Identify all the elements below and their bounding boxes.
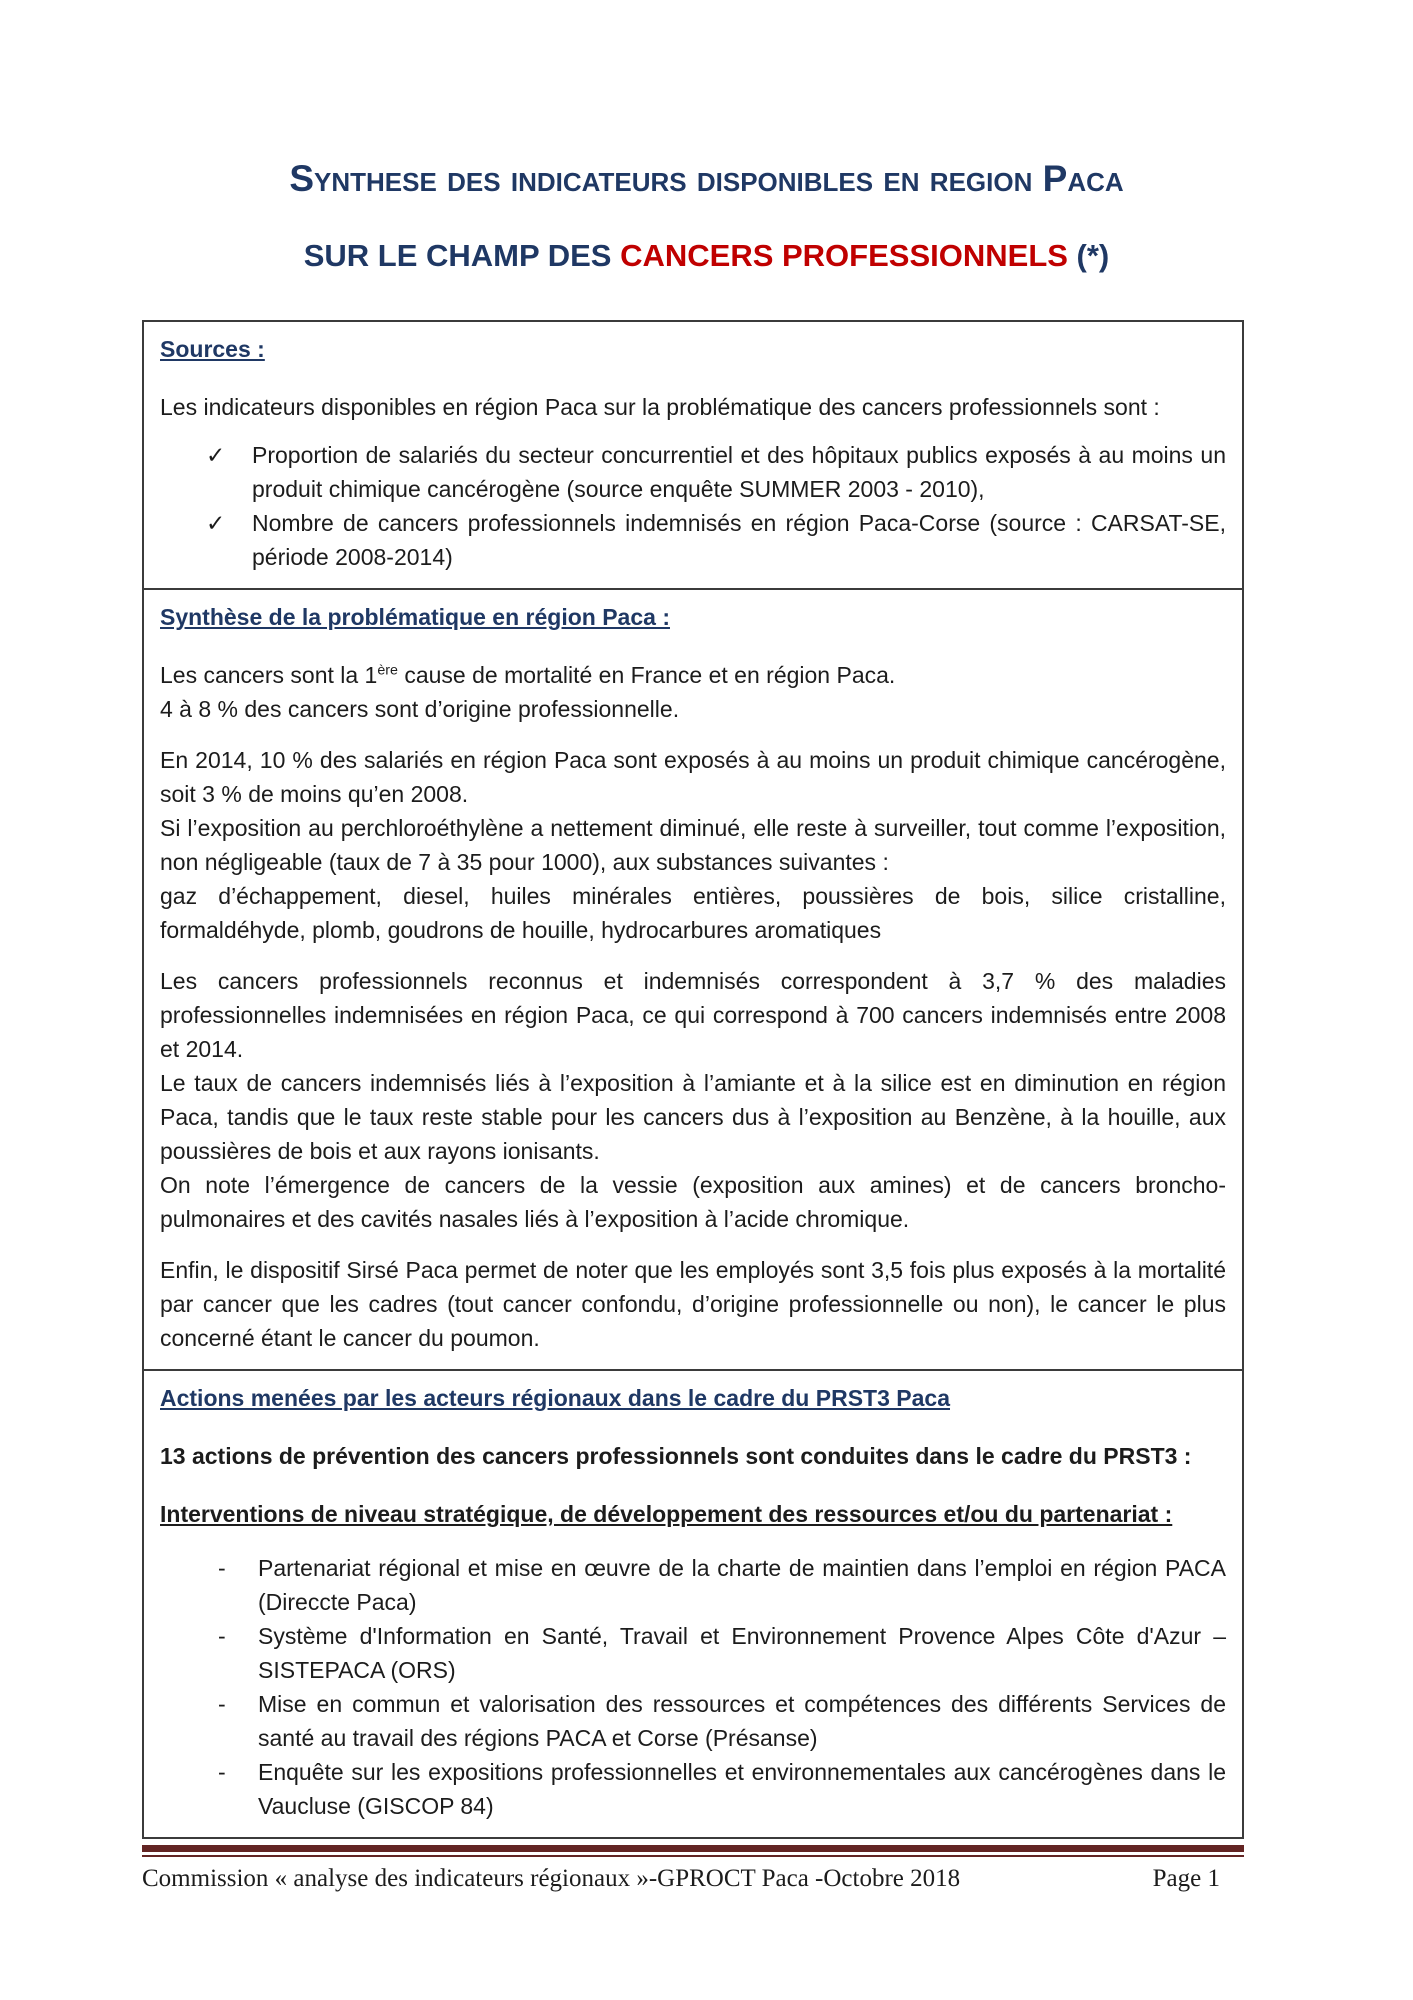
exposure-para: En 2014, 10 % des salariés en région Paca sont exposés à au moins un produit chimique cancérogène, soit 3 % de moins qu’en 2008. [160, 747, 1226, 807]
check-bullet-icon: ✓ [206, 510, 226, 536]
dash-item-text: Partenariat régional et mise en œuvre de la charte de maintien dans l’emploi en région PACA (Direccte Paca) [258, 1555, 1226, 1615]
dash-bullet: - [218, 1759, 226, 1785]
interventions-subheading: Interventions de niveau stratégique, de développement des ressources et/ou du partenariat : [160, 1501, 1173, 1527]
page-footer [142, 1845, 1244, 1893]
sirse-para: Enfin, le dispositif Sirsé Paca permet de noter que les employés sont 3,5 fois plus exposés à la mortalité par cancer que les cadres (tout cancer confondu, d’origine professionnelle ou non), le cancer le plus concerné étant le cancer du poumon. [160, 1257, 1226, 1351]
mortality-post: cause de mortalité en France et en région Paca. [397, 662, 896, 688]
compensation-para: Les cancers professionnels reconnus et indemnisés correspondent à 3,7 % des maladies professionnelles indemnisées en région Paca, ce qui correspond à 700 cancers indemnisés entre 2008 et 2014. [160, 968, 1226, 1062]
dash-item-text: Mise en commun et valorisation des ressources et compétences des différents Services de santé au travail des régions PACA et Corse (Présanse) [258, 1691, 1226, 1751]
ordinal-superscript: ère [377, 662, 398, 679]
sources-check-list [160, 438, 1226, 574]
mortality-pre: Les cancers sont la 1 [160, 662, 378, 688]
exposure-para: Si l’exposition au perchloroéthylène a nettement diminué, elle reste à surveiller, tout comme l’exposition, non négligeable (taux de 7 à 35 pour 1000), aux substances suivantes : [160, 815, 1226, 875]
synthesis-heading: Synthèse de la problématique en région Paca : [160, 604, 670, 630]
subtitle-suffix: (*) [1076, 238, 1110, 273]
sources-heading: Sources : [160, 336, 265, 362]
compensation-para: Le taux de cancers indemnisés liés à l’exposition à l’amiante et à la silice est en diminution en région Paca, tandis que le taux reste stable pour les cancers dus à l’exposition au Benzène, à la houille, aux poussières de bois et aux rayons ionisants. [160, 1070, 1226, 1164]
dash-bullet: - [218, 1555, 226, 1581]
footer-page-number: Page 1 [1152, 1865, 1220, 1892]
compensation-para: On note l’émergence de cancers de la vessie (exposition aux amines) et de cancers broncho-pulmonaires et des cavités nasales liés à l’exposition à l’acide chromique. [160, 1172, 1226, 1232]
origin-line: 4 à 8 % des cancers sont d’origine professionnelle. [160, 696, 680, 722]
dash-item-text: Enquête sur les expositions professionnelles et environnementales aux cancérogènes dans le Vaucluse (GISCOP 84) [258, 1759, 1226, 1819]
dash-item-text: Système d'Information en Santé, Travail et Environnement Provence Alpes Côte d'Azur – SISTEPACA (ORS) [258, 1623, 1226, 1683]
actions-intro: 13 actions de prévention des cancers professionnels sont conduites dans le cadre du PRST3 : [160, 1443, 1192, 1469]
dash-bullet: - [218, 1623, 226, 1649]
doc-subtitle [0, 238, 1413, 274]
footer-divider [142, 1845, 1244, 1857]
exposure-para: gaz d’échappement, diesel, huiles minérales entières, poussières de bois, silice cristalline, formaldéhyde, plomb, goudrons de houille, hydrocarbures aromatiques [160, 883, 1226, 943]
actions-box [142, 1369, 1244, 1839]
list-item [160, 438, 1226, 506]
subtitle-prefix: SUR LE CHAMP DES [303, 238, 621, 273]
subtitle-highlight: CANCERS PROFESSIONNELS [620, 238, 1077, 273]
mortality-line [160, 658, 1226, 692]
list-item [160, 1755, 1226, 1823]
actions-heading: Actions menées par les acteurs régionaux dans le cadre du PRST3 Paca [160, 1385, 950, 1411]
list-item [160, 1619, 1226, 1687]
list-item [160, 1687, 1226, 1755]
sources-box [142, 320, 1244, 590]
check-bullet-icon: ✓ [206, 442, 226, 468]
list-item [160, 1551, 1226, 1619]
synthesis-box [142, 588, 1244, 1371]
doc-title: Synthese des indicateurs disponibles en region Paca [289, 158, 1124, 199]
footer-text-row [142, 1865, 1244, 1893]
sources-intro: Les indicateurs disponibles en région Paca sur la problématique des cancers professionnels sont : [160, 394, 1160, 420]
bullet-text: Nombre de cancers professionnels indemnisés en région Paca-Corse (source : CARSAT-SE, période 2008-2014) [252, 510, 1226, 570]
dash-bullet: - [218, 1691, 226, 1717]
list-item [160, 506, 1226, 574]
actions-dash-list [160, 1551, 1226, 1823]
footer-commission-text: Commission « analyse des indicateurs régionaux »-GPROCT Paca -Octobre 2018 [142, 1865, 961, 1892]
bullet-text: Proportion de salariés du secteur concurrentiel et des hôpitaux publics exposés à au moins un produit chimique cancérogène (source enquête SUMMER 2003 - 2010), [252, 442, 1226, 502]
